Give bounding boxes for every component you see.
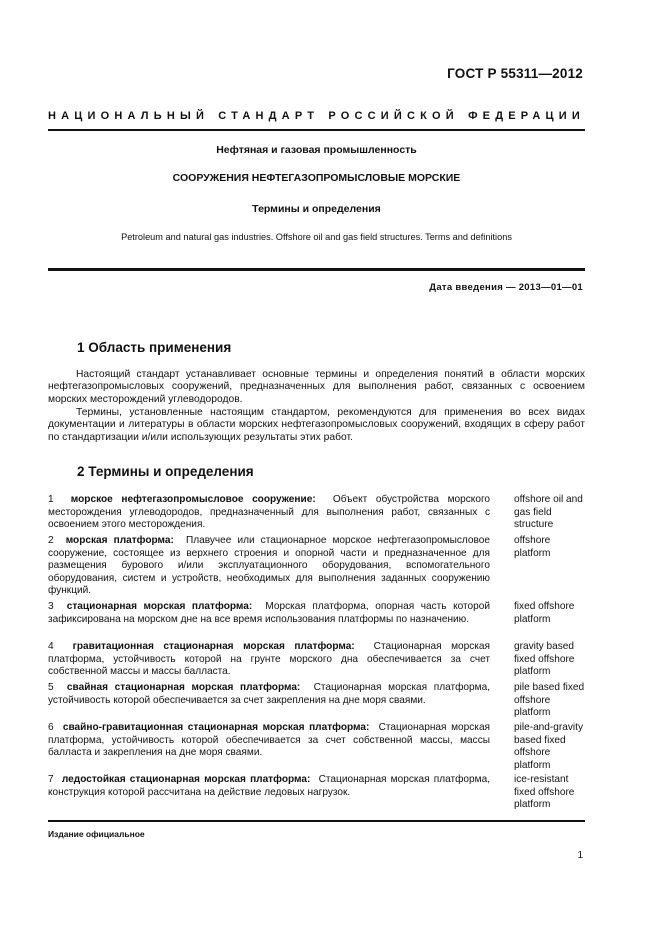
term-name: стационарная морская платформа:	[66, 601, 253, 612]
term-english: ice-resistant fixed offshore platform	[514, 774, 575, 811]
banner-word: РОССИЙСКОЙ	[328, 110, 459, 122]
term-entry-ru	[48, 774, 490, 799]
term-english: pile-and-gravity based fixed offshore platform	[514, 722, 584, 771]
banner-word: НАЦИОНАЛЬНЫЙ	[48, 110, 210, 122]
introduction-date: Дата введения — 2013—01—01	[429, 282, 583, 293]
term-definition: Морская платформа, опорная часть которой зафиксирована на морском дне на все время использования платформы по назначению.	[48, 601, 491, 625]
section-1-paragraph: Настоящий стандарт устанавливает основные термины и определения понятий в области морских нефтегазопромысловых сооружений, предназначенных для выполнения работ, связанных с освоением морских месторождений углеводородов.	[48, 369, 585, 405]
english-title: Petroleum and natural gas industries. Offshore oil and gas field structures. Terms and definitions	[121, 232, 512, 242]
term-entry-ru	[48, 535, 490, 598]
term-number: 5	[48, 682, 54, 693]
top-divider	[48, 129, 585, 131]
industry-title: Нефтяная и газовая промышленность	[216, 144, 417, 156]
section-1-paragraph: Термины, установленные настоящим стандартом, рекомендуются для применения во всех видах документации и литературы в области морских нефтегазопромысловых сооружений, входящих в сферу работ по стандартизации и/или использующих результаты этих работ.	[48, 407, 585, 443]
section-2-heading: 2 Термины и определения	[77, 464, 254, 479]
term-definition: Объект обустройства морского месторождения углеводородов, предназначенный для выполнения работ, связанных с освоением этого месторождения.	[48, 494, 491, 531]
banner-word: ФЕДЕРАЦИИ	[468, 110, 585, 122]
section-1-heading: 1 Область применения	[77, 340, 232, 355]
term-number: 1	[48, 494, 54, 505]
term-number: 2	[48, 535, 54, 546]
term-number: 6	[48, 722, 54, 733]
term-english: pile based fixed offshore platform	[514, 682, 585, 719]
term-name: гравитационная стационарная морская платформа:	[72, 641, 355, 652]
term-definition: Стационарная морская платформа, устойчивость которой обеспечивается за счет собственной массы, массы балласта и закрепления на дне моря сваями.	[48, 722, 491, 759]
gost-number: ГОСТ Р 55311—2012	[447, 66, 583, 81]
term-definition: Стационарная морская платформа, устойчивость которой обеспечивается за счет закрепления на дне моря сваями.	[48, 682, 490, 706]
term-number: 4	[48, 641, 54, 652]
term-entry-ru	[48, 682, 490, 707]
banner-word: СТАНДАРТ	[218, 110, 320, 122]
title-divider	[48, 268, 585, 271]
term-number: 7	[48, 774, 54, 785]
official-edition-label: Издание официальное	[48, 829, 145, 839]
term-definition: Стационарная морская платформа, конструкция которой рассчитана на действие ледовых нагрузок.	[48, 774, 490, 798]
term-definition: Плавучее или стационарное морское нефтегазопромысловое сооружение, состоящее из верхнего строения и опорной части и предназначенное для размещения бурового и/или эксплуатационного оборудования, вспомогательного оборудования, систем и устройств, необходимых для выполнения заданных сооружению функций.	[48, 535, 491, 597]
term-number: 3	[48, 601, 54, 612]
term-name: ледостойкая стационарная морская платформа:	[61, 774, 311, 785]
national-standard-banner	[48, 110, 585, 122]
term-definition: Стационарная морская платформа, устойчивость которой на грунте морского дна обеспечивается за счет собственной массы и массы балласта.	[48, 641, 491, 678]
term-name: свайно-гравитационная стационарная морская платформа:	[62, 722, 370, 733]
term-name: морское нефтегазопромысловое сооружение:	[70, 494, 316, 505]
term-english: gravity based fixed offshore platform	[514, 641, 575, 678]
subtitle: Термины и определения	[252, 203, 381, 215]
term-english: offshore platform	[514, 535, 551, 559]
term-entry-ru	[48, 641, 490, 679]
term-entry-ru	[48, 601, 490, 626]
term-english: fixed offshore platform	[514, 601, 575, 625]
term-name: морская платформа:	[65, 535, 174, 546]
term-entry-ru	[48, 722, 490, 760]
page-number: 1	[577, 850, 583, 861]
term-name: свайная стационарная морская платформа:	[66, 682, 301, 693]
footer-divider	[48, 820, 585, 822]
term-english: offshore oil and gas field structure	[514, 494, 583, 531]
term-entry-ru	[48, 494, 490, 532]
main-title: СООРУЖЕНИЯ НЕФТЕГАЗОПРОМЫСЛОВЫЕ МОРСКИЕ	[172, 172, 461, 184]
